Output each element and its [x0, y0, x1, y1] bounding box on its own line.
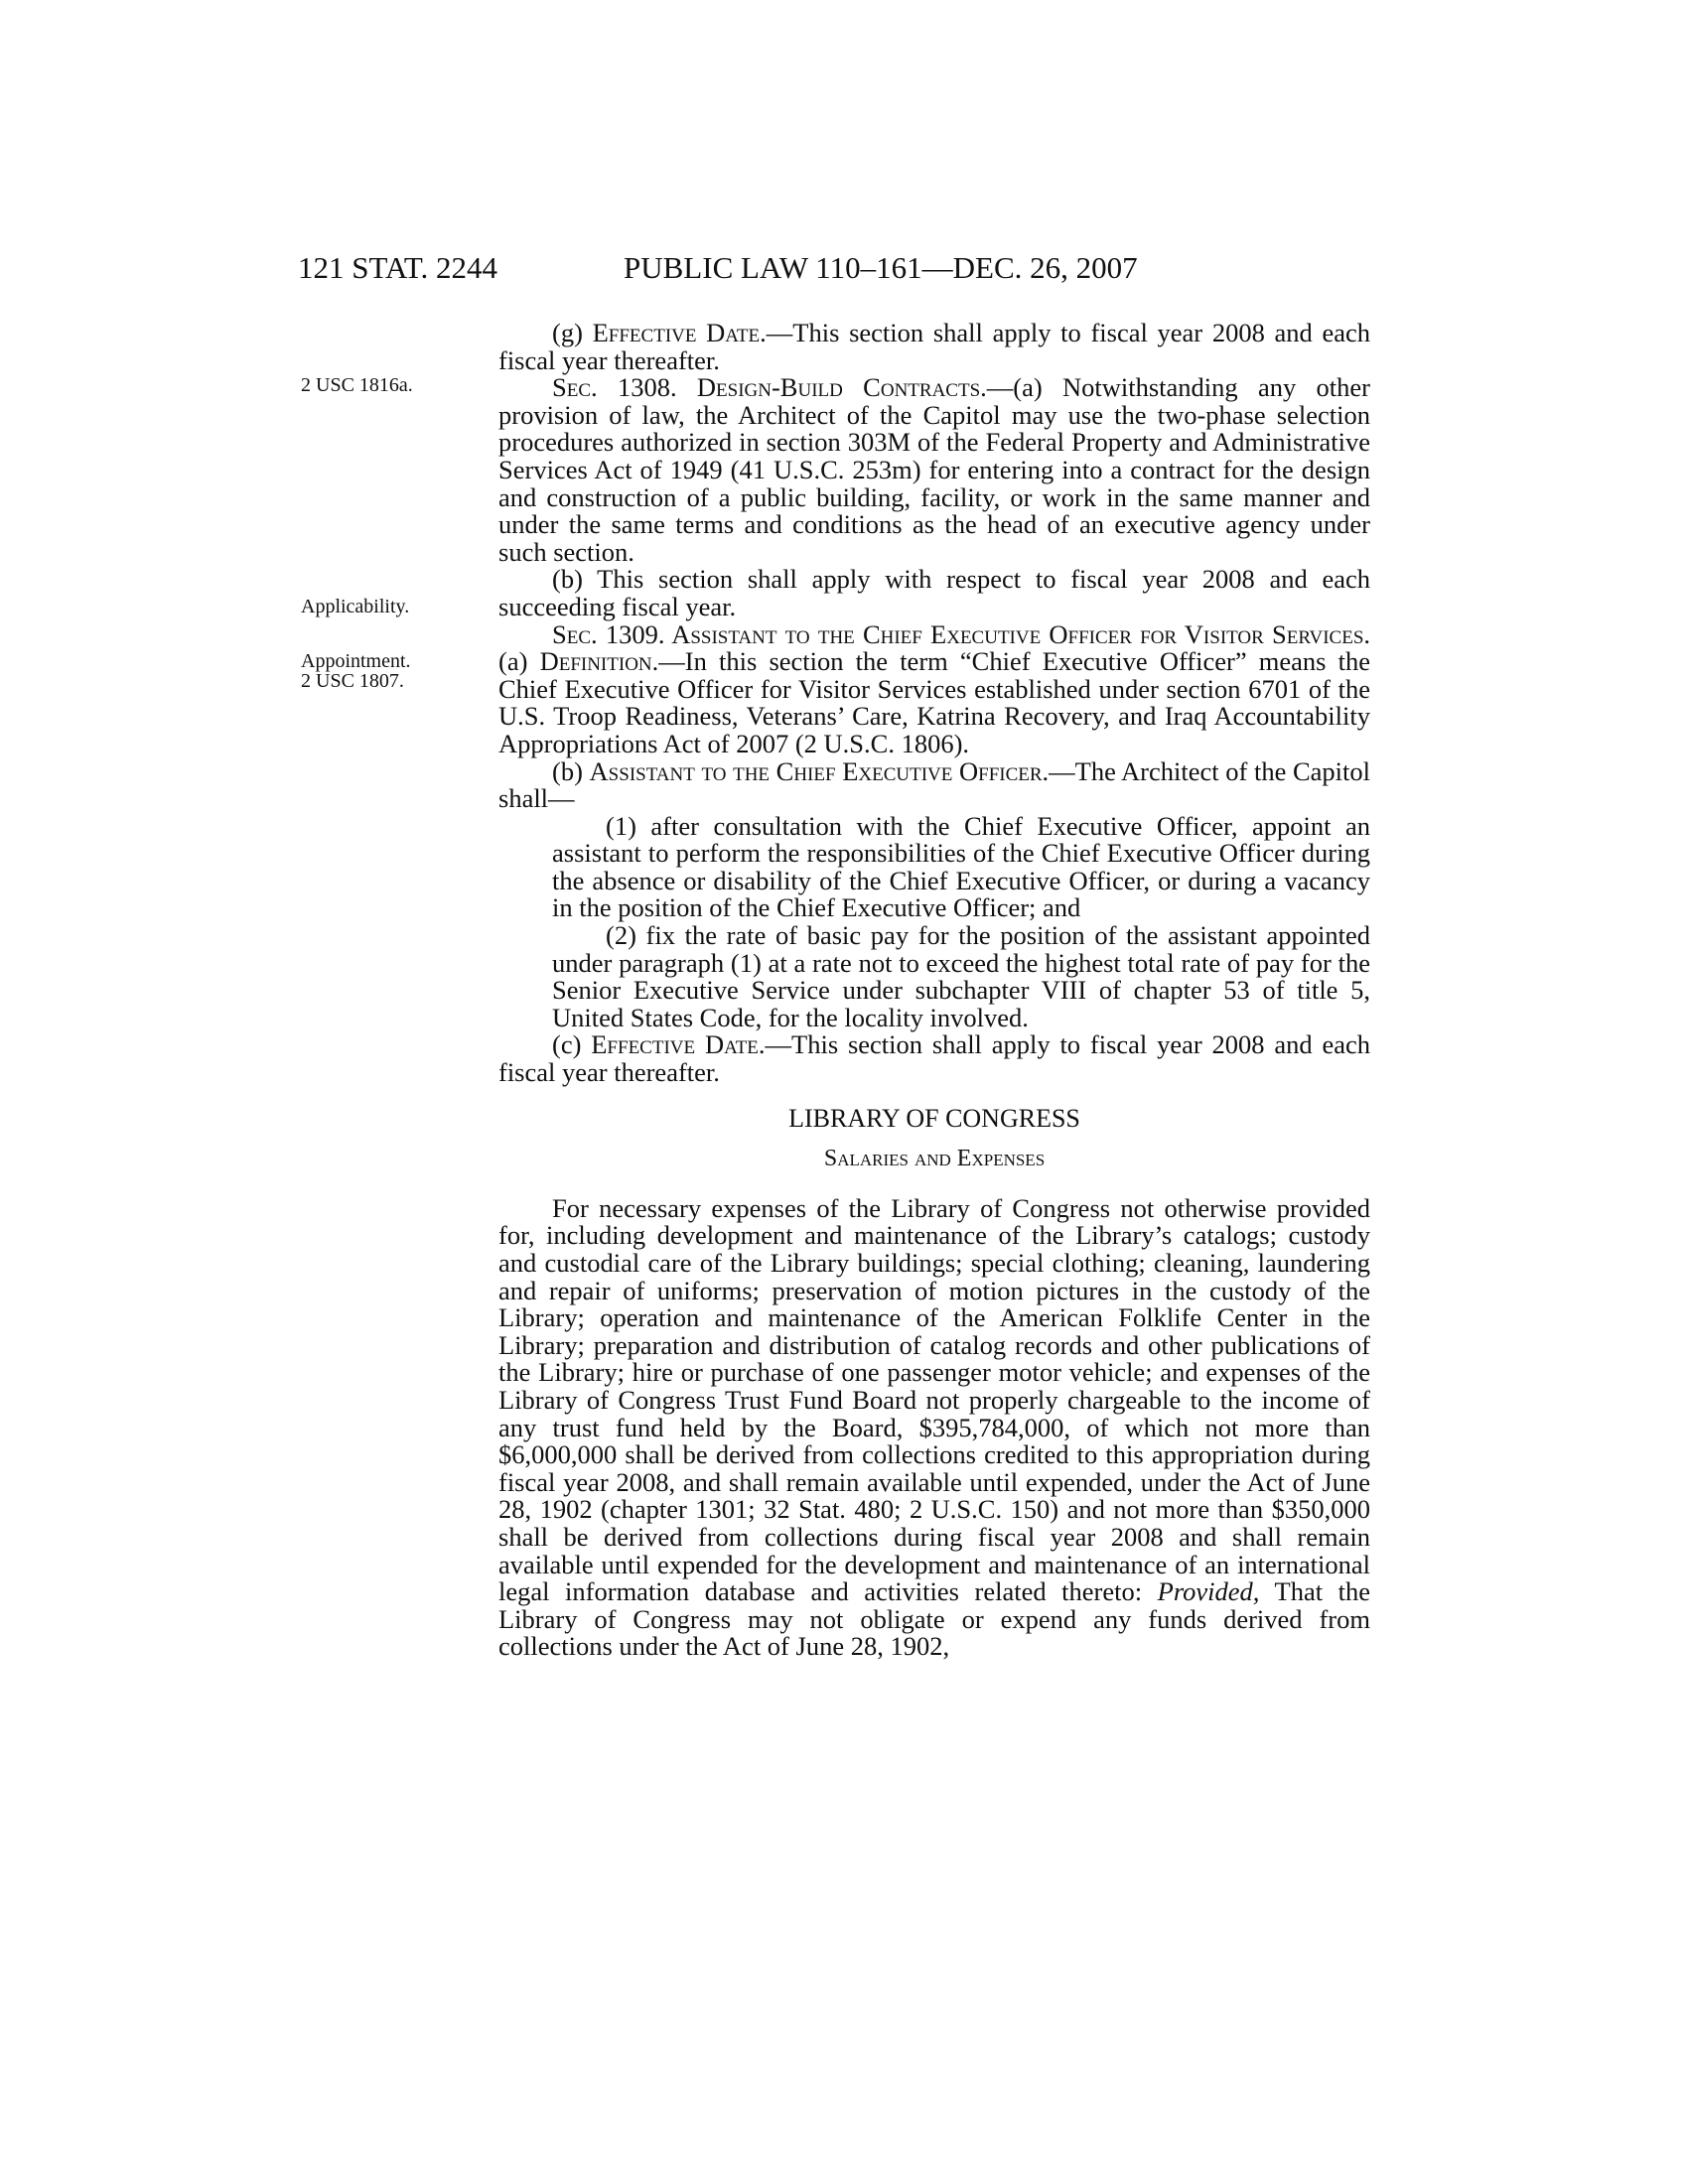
public-law-title: PUBLIC LAW 110–161—DEC. 26, 2007: [624, 250, 1138, 285]
sec-1309-a-paragraph: Sec. 1309. Assistant to the Chief Executive Officer for Visitor Services. (a) Definition.—In this section the term “Chief Executive Officer” means the Chief Executive Officer for Visitor Services established under section 6701 of the U.S. Troop Readiness, Veterans’ Care, Katrina Recovery, and Iraq Accountability Appropriations Act of 2007 (2 U.S.C. 1806).: [498, 618, 1371, 758]
sec-1309-b-item-2: (2) fix the rate of basic pay for the position of the assistant appointed under paragraph (1) at a rate not to exceed the highest total rate of pay for the Senior Executive Service under subchapter VIII of chapter 53 of title 5, United States Code, for the locality involved.: [552, 920, 1370, 1032]
sec-1308-b-paragraph: (b) This section shall apply with respect to fiscal year 2008 and each succeeding fiscal year.: [498, 564, 1370, 621]
sec-1308-a-paragraph: Sec. 1308. Design-Build Contracts.—(a) Notwithstanding any other provision of law, the Architect of the Capitol may use the two-phase selection procedures authorized in section 303M of the Federal Property and Administrative Services Act of 1949 (41 U.S.C. 253m) for entering into a contract for the design and construction of a public building, facility, or work in the same manner and under the same terms and conditions as the head of an executive agency under such section.: [498, 372, 1370, 567]
margin-note-usc-1807: 2 USC 1807.: [301, 670, 404, 692]
margin-note-usc-1816a: 2 USC 1816a.: [301, 374, 413, 396]
margin-note-appointment: Appointment.: [301, 650, 411, 672]
salaries-and-expenses-heading: Salaries and Expenses: [823, 1146, 1046, 1172]
running-header: [298, 250, 1390, 290]
sec-1307-g-paragraph: (g) Effective Date.—This section shall apply to fiscal year 2008 and each fiscal year thereafter.: [498, 318, 1371, 375]
sec-1309-b-paragraph: (b) Assistant to the Chief Executive Officer.—The Architect of the Capitol shall—: [498, 755, 1370, 814]
statute-page-number: 121 STAT. 2244: [298, 250, 498, 285]
sec-1309-c-paragraph: (c) Effective Date.—This section shall apply to fiscal year 2008 and each fiscal year thereafter.: [498, 1029, 1370, 1088]
library-appropriation-paragraph: For necessary expenses of the Library of Congress not otherwise provided for, including development and maintenance of the Library’s catalogs; custody and custodial care of the Library buildings; special clothing; cleaning, laundering and repair of uniforms; preservation of motion pictures in the custody of the Library; operation and maintenance of the American Folklife Center in the Library; preparation and distribution of catalog records and other publications of the Library; hire or purchase of one passenger motor vehicle; and expenses of the Library of Congress Trust Fund Board not properly chargeable to the income of any trust fund held by the Board, $395,784,000, of which not more than $6,000,000 shall be derived from collections credited to this appropriation during fiscal year 2008, and shall remain available until expended, under the Act of June 28, 1902 (chapter 1301; 32 Stat. 480; 2 U.S.C. 150) and not more than $350,000 shall be derived from collections during fiscal year 2008 and shall remain available until expended for the development and maintenance of an international legal information database and activities related thereto: Provided, That the Library of Congress may not obligate or expend any funds derived from collections under the Act of June 28, 1902,: [498, 1192, 1370, 1662]
library-of-congress-heading: LIBRARY OF CONGRESS: [788, 1103, 1080, 1133]
document-body: [498, 320, 1370, 1661]
sec-1309-b-item-1: (1) after consultation with the Chief Executive Officer, appoint an assistant to perform the responsibilities of the Chief Executive Officer during the absence or disability of the Chief Executive Officer, or during a vacancy in the position of the Chief Executive Officer; and: [552, 810, 1370, 923]
margin-note-applicability: Applicability.: [301, 596, 410, 617]
